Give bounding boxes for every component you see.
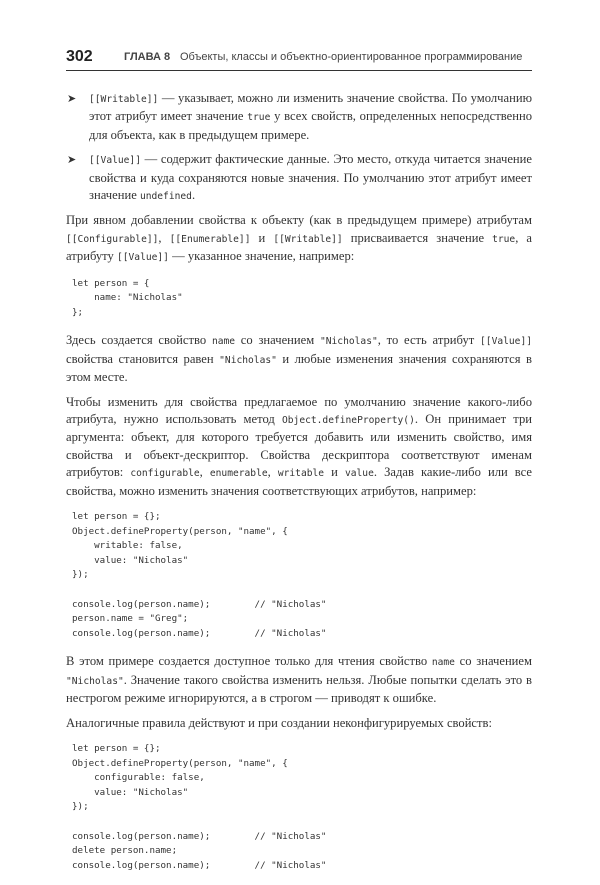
inline-code: [[Value]] (116, 252, 169, 264)
code-block: let person = {}; Object.defineProperty(person, "name", { configurable: false, value: "Nicholas" }); console.log(person.name); // "Nicholas" delete person.name; console.log(person.name); // "Nicholas" (72, 743, 327, 871)
bullet-arrow-icon: ➤ (67, 154, 77, 167)
bullet-text (89, 91, 532, 142)
inline-code: true (247, 112, 271, 124)
code-block: let person = {}; Object.defineProperty(person, "name", { writable: false, value: "Nicholas" }); console.log(person.name); // "Nicholas" person.name = "Greg"; console.log(person.name); // "Nicholas" (72, 511, 327, 639)
text-run: . Он принимает три аргумента: объект, для которого требуется добавить или изменить свойство, имя свойства и объект-дескриптор. Свойства дескриптора соответствуют именам атрибутов: (66, 412, 532, 480)
text-run: , (267, 465, 278, 480)
text-run: со значением (454, 654, 532, 669)
page-body (66, 90, 532, 885)
inline-code: [[Configurable]] (66, 233, 159, 245)
text-run: . Задав какие-либо или все свойства, можно изменить значения соответствующих атрибутов, например: (66, 465, 532, 498)
inline-code: [[Value]] (89, 155, 141, 167)
inline-code: true (492, 233, 516, 245)
inline-code: [[Writable]] (273, 233, 343, 245)
text-run: — указывает, можно ли изменить значение свойства. По умолчанию этот атрибут имеет значение (89, 91, 532, 124)
paragraph (66, 653, 532, 707)
text-run: свойства становится равен (66, 351, 220, 366)
text-run: . (191, 188, 196, 203)
text-run: Здесь создается свойство (66, 333, 212, 348)
paragraph (66, 332, 532, 386)
inline-code: name (211, 336, 236, 348)
inline-code: name (431, 657, 455, 669)
inline-code: [[Writable]] (89, 94, 159, 105)
text-run: и любые изменения значения сохраняются в этом месте. (66, 351, 532, 385)
text-run: и (250, 230, 274, 245)
inline-code: Object.defineProperty() (282, 415, 415, 427)
text-run: со значением (235, 333, 320, 348)
paragraph (66, 212, 532, 266)
text-run: В этом примере создается доступное только для чтения свойство (66, 654, 432, 669)
text-run: — содержит фактические данные. Это место, откуда читается значение свойства и куда сохраняются новые значения. По умолчанию этот атрибут имеет значение (89, 152, 532, 203)
chapter-title: Объекты, классы и объектно-ориентированное программирование (180, 51, 523, 63)
page-number: 302 (66, 48, 93, 65)
inline-code: [[Enumerable]] (169, 233, 251, 245)
inline-code: configurable (130, 468, 200, 480)
paragraph (66, 715, 532, 732)
chapter-label: ГЛАВА 8 (124, 51, 171, 63)
bullet-text (89, 152, 532, 202)
inline-code: undefined (139, 191, 192, 203)
running-header (66, 48, 532, 71)
text-run: , (199, 465, 210, 480)
code-block: let person = { name: "Nicholas" }; (72, 277, 183, 318)
text-run: При явном добавлении свойства к объекту (как в предыдущем примере) атрибутам (66, 213, 532, 228)
text-run: присваивается значение (342, 230, 493, 245)
text-run: , а атрибуту (66, 230, 533, 264)
inline-code: "Nicholas" (219, 354, 277, 366)
paragraph (66, 394, 532, 500)
text-run: — указанное значение, например: (168, 249, 355, 264)
text-run: . Значение такого свойства изменить нельзя. Любые попытки сделать это в нестрогом режиме игнорируются, а в строгом — приводят к ошибке. (66, 672, 532, 706)
text-run: Чтобы изменить для свойства предлагаемое по умолчанию значение какого-либо атрибута, нужно использовать метод (66, 394, 532, 427)
text-run: и (324, 465, 345, 480)
inline-code: "Nicholas" (66, 675, 124, 687)
text-run: у всех свойств, определенных непосредственно для объекта, как в предыдущем примере. (89, 109, 532, 142)
inline-code: writable (277, 468, 325, 480)
inline-code: [[Value]] (480, 336, 532, 348)
inline-code: "Nicholas" (319, 336, 378, 348)
bullet-arrow-icon: ➤ (67, 93, 77, 105)
text-run: , то есть атрибут (377, 333, 481, 348)
bullet-item (67, 151, 532, 205)
bullet-item (67, 90, 532, 144)
inline-code: enumerable (209, 468, 268, 480)
text-run: , (158, 230, 170, 245)
inline-code: value (344, 468, 374, 480)
text-run: Аналогичные правила действуют и при создании неконфигурируемых свойств: (66, 715, 492, 730)
